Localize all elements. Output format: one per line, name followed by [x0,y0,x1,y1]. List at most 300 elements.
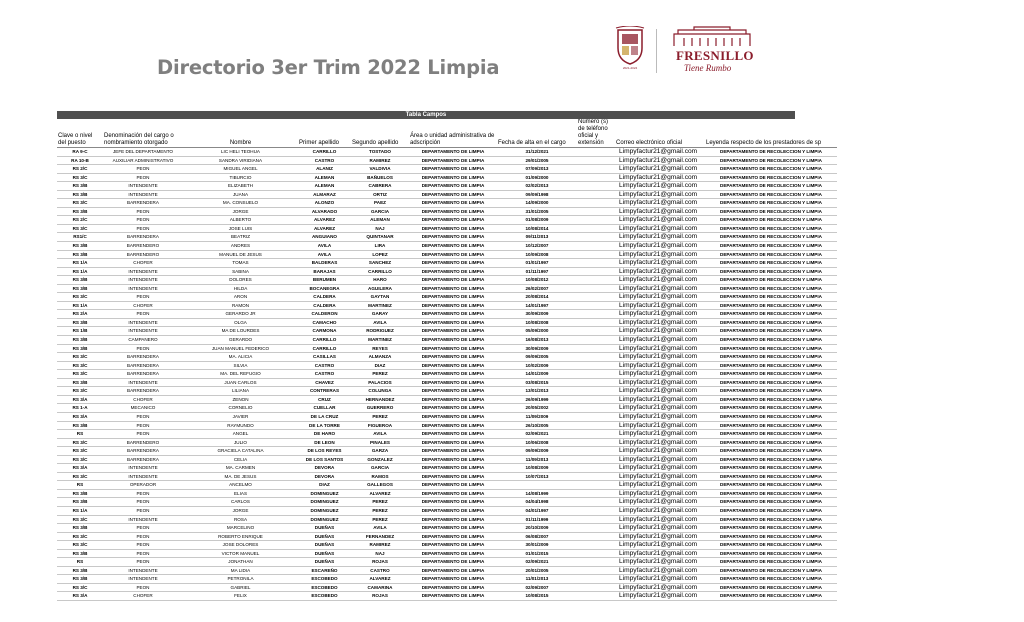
cell-denominacion: MECANICO [103,404,183,413]
header-leyenda: Leyenda respecto de los prestadores de sp [705,119,837,148]
cell-area: DEPARTAMENTO DE LIMPIA [409,583,497,592]
cell-telefono [577,558,615,567]
cell-nombre: PETRONILA [183,575,298,584]
cell-nombre: MA DE LOURDES [183,327,298,336]
cell-segundo-apellido: GUERRERO [351,404,409,413]
cell-area: DEPARTAMENTO DE LIMPIA [409,301,497,310]
cell-correo: Limpyfactur21@gmail.com [615,156,705,165]
cell-telefono [577,395,615,404]
cell-nombre: TOMAS [183,259,298,268]
cell-nombre: VICTOR MANUEL [183,549,298,558]
cell-nombre: MARCELINO [183,524,298,533]
table-row [57,242,837,251]
cell-primer-apellido: CARRILLO [298,336,351,345]
cell-primer-apellido: ALVAREZ [298,216,351,225]
cell-leyenda: DEPARTAMENTO DE RECOLECCION Y LIMPIA [705,336,837,345]
cell-segundo-apellido: CABRERA [351,182,409,191]
cell-segundo-apellido: GARZA [351,447,409,456]
cell-primer-apellido: CALDERA [298,293,351,302]
cell-fecha-alta: 30/01/2009 [497,541,577,550]
cell-primer-apellido: AVILA [298,250,351,259]
cell-correo: Limpyfactur21@gmail.com [615,165,705,174]
table-row [57,216,837,225]
cell-nombre: BEATRIZ [183,233,298,242]
cell-segundo-apellido: PEREZ [351,370,409,379]
cell-telefono [577,233,615,242]
cell-telefono [577,378,615,387]
cell-denominacion: PEON [103,532,183,541]
cell-segundo-apellido: GARCIA [351,464,409,473]
cell-clave: RS 1-A [57,404,103,413]
cell-leyenda: DEPARTAMENTO DE RECOLECCION Y LIMPIA [705,318,837,327]
cell-clave: RA 9-C [57,148,103,157]
cell-primer-apellido: AVILA [298,242,351,251]
cell-fecha-alta: 26/02/2007 [497,284,577,293]
cell-clave: RS 3/C [57,455,103,464]
header-correo: Correo electrónico oficial [615,119,705,148]
cell-correo: Limpyfactur21@gmail.com [615,515,705,524]
cell-fecha-alta: 09/11/2013 [497,233,577,242]
table-row [57,575,837,584]
table-banner: Tabla Campos [57,111,795,119]
cell-fecha-alta: 10/09/2008 [497,250,577,259]
table-row [57,199,837,208]
cell-area: DEPARTAMENTO DE LIMPIA [409,353,497,362]
cell-denominacion: BARRENDERO [103,242,183,251]
table-row [57,481,837,490]
cell-primer-apellido: CHAVEZ [298,378,351,387]
cell-primer-apellido: DIAZ [298,481,351,490]
cell-nombre: FELIX [183,592,298,601]
cell-nombre: ANGEL [183,430,298,439]
cell-nombre: ELIZABETH [183,182,298,191]
cell-leyenda: DEPARTAMENTO DE RECOLECCION Y LIMPIA [705,430,837,439]
table-row [57,412,837,421]
cell-correo: Limpyfactur21@gmail.com [615,481,705,490]
cell-leyenda: DEPARTAMENTO DE RECOLECCION Y LIMPIA [705,250,837,259]
cell-correo: Limpyfactur21@gmail.com [615,250,705,259]
cell-fecha-alta: 10/08/2015 [497,592,577,601]
cell-fecha-alta: 11/09/2009 [497,412,577,421]
cell-denominacion: BARRENDERA [103,387,183,396]
cell-correo: Limpyfactur21@gmail.com [615,378,705,387]
cell-primer-apellido: DOMINGUEZ [298,515,351,524]
header-fecha-alta: Fecha de alta en el cargo [497,119,577,148]
cell-area: DEPARTAMENTO DE LIMPIA [409,498,497,507]
cell-denominacion: JEFE DEL DEPARTAMENTO [103,148,183,157]
cell-clave: RS 1/A [57,267,103,276]
cell-denominacion: CHOFER [103,395,183,404]
cell-telefono [577,592,615,601]
cell-leyenda: DEPARTAMENTO DE RECOLECCION Y LIMPIA [705,327,837,336]
cell-primer-apellido: ESCOBEDO [298,592,351,601]
cell-nombre: CORNELIO [183,404,298,413]
cell-clave: RS 3/B [57,524,103,533]
brand-tagline: Tiene Rumbo [684,63,732,73]
cell-primer-apellido: ALEMAN [298,182,351,191]
cell-segundo-apellido: ALVAREZ [351,489,409,498]
cell-denominacion: BARRENDERA [103,361,183,370]
cell-telefono [577,336,615,345]
cell-nombre: MANUEL DE JESUS [183,250,298,259]
cell-leyenda: DEPARTAMENTO DE RECOLECCION Y LIMPIA [705,284,837,293]
cell-denominacion: CHOFER [103,592,183,601]
cell-correo: Limpyfactur21@gmail.com [615,224,705,233]
cell-primer-apellido: ESCOBEDO [298,583,351,592]
cell-denominacion: PEON [103,558,183,567]
cell-primer-apellido: DE HARO [298,430,351,439]
cell-primer-apellido: BALDERAS [298,259,351,268]
cell-denominacion: BARRENDERA [103,233,183,242]
cell-nombre: JONATHAN [183,558,298,567]
cell-segundo-apellido: AVILA [351,524,409,533]
table-row [57,344,837,353]
cell-segundo-apellido: PINALES [351,438,409,447]
cell-segundo-apellido: TOSTADO [351,148,409,157]
cell-primer-apellido: CRUZ [298,395,351,404]
cell-fecha-alta: 01/01/1997 [497,259,577,268]
cell-clave: RS 3/B [57,190,103,199]
cell-denominacion: PEON [103,506,183,515]
cell-telefono [577,284,615,293]
cell-segundo-apellido: PEREZ [351,515,409,524]
cell-denominacion: PEON [103,293,183,302]
cell-fecha-alta: 10/06/2008 [497,438,577,447]
cell-fecha-alta: 04/01/1997 [497,506,577,515]
cell-correo: Limpyfactur21@gmail.com [615,404,705,413]
cell-segundo-apellido: GARAY [351,310,409,319]
cell-clave: RS 3/C [57,387,103,396]
table-row [57,301,837,310]
cell-leyenda: DEPARTAMENTO DE RECOLECCION Y LIMPIA [705,344,837,353]
cell-nombre: MA LIDIA [183,566,298,575]
cell-area: DEPARTAMENTO DE LIMPIA [409,276,497,285]
cell-primer-apellido: ALVARADO [298,207,351,216]
cell-fecha-alta: 02/02/2013 [497,182,577,191]
cell-clave: RS 3/B [57,336,103,345]
cell-area: DEPARTAMENTO DE LIMPIA [409,438,497,447]
cell-segundo-apellido: RAMOS [351,472,409,481]
cell-segundo-apellido: RAMIREZ [351,156,409,165]
cell-primer-apellido: CASTRO [298,370,351,379]
table-row [57,566,837,575]
page-title: Directorio 3er Trim 2022 Limpia [157,56,500,79]
cell-leyenda: DEPARTAMENTO DE RECOLECCION Y LIMPIA [705,412,837,421]
cell-segundo-apellido: PAEZ [351,199,409,208]
table-body [57,148,837,601]
cell-telefono [577,250,615,259]
cell-nombre: GRACIELA CATALINA [183,447,298,456]
cell-nombre: MIGUEL ANGEL [183,165,298,174]
table-row [57,524,837,533]
cell-denominacion: INTENDENTE [103,327,183,336]
cell-fecha-alta: 20/05/2002 [497,404,577,413]
cell-nombre: JORGE [183,506,298,515]
cell-clave: RS 3/B [57,182,103,191]
cell-segundo-apellido: ALMANZA [351,353,409,362]
cell-clave: RS 3/C [57,224,103,233]
cell-telefono [577,498,615,507]
municipal-seal-logo [612,26,648,74]
cell-denominacion: PEON [103,412,183,421]
cell-fecha-alta: 10/08/2008 [497,318,577,327]
cell-area: DEPARTAMENTO DE LIMPIA [409,412,497,421]
cell-area: DEPARTAMENTO DE LIMPIA [409,430,497,439]
cell-leyenda: DEPARTAMENTO DE RECOLECCION Y LIMPIA [705,566,837,575]
cell-telefono [577,506,615,515]
cell-denominacion: PEON [103,173,183,182]
cell-correo: Limpyfactur21@gmail.com [615,430,705,439]
cell-correo: Limpyfactur21@gmail.com [615,233,705,242]
cell-denominacion: INTENDENTE [103,267,183,276]
cell-segundo-apellido: DIAZ [351,361,409,370]
cell-leyenda: DEPARTAMENTO DE RECOLECCION Y LIMPIA [705,558,837,567]
cell-primer-apellido: CONTRERAS [298,387,351,396]
cell-nombre: ELIAS [183,489,298,498]
cell-segundo-apellido: LOPEZ [351,250,409,259]
cell-correo: Limpyfactur21@gmail.com [615,575,705,584]
cell-denominacion: PEON [103,224,183,233]
cell-primer-apellido: DUEÑAS [298,541,351,550]
cell-denominacion: PEON [103,421,183,430]
cell-denominacion: PEON [103,310,183,319]
cell-leyenda: DEPARTAMENTO DE RECOLECCION Y LIMPIA [705,455,837,464]
header-telefono: Número (s) de teléfono oficial y extensión [577,119,615,148]
cell-segundo-apellido: SANCHEZ [351,259,409,268]
cell-denominacion: BARRENDERA [103,455,183,464]
cell-fecha-alta: 26/10/2005 [497,421,577,430]
cell-primer-apellido: CASILLAS [298,353,351,362]
table-row [57,293,837,302]
cell-fecha-alta: 10/02/2009 [497,361,577,370]
cell-denominacion: AUXILIAR ADMINISTRATIVO [103,156,183,165]
cell-correo: Limpyfactur21@gmail.com [615,524,705,533]
cell-nombre: OLGA [183,318,298,327]
cell-clave: RS 1/B [57,327,103,336]
cell-telefono [577,173,615,182]
cell-area: DEPARTAMENTO DE LIMPIA [409,378,497,387]
cell-clave: RS 3/C [57,438,103,447]
cell-correo: Limpyfactur21@gmail.com [615,216,705,225]
cell-nombre: MA. CONSUELO [183,199,298,208]
table-row [57,233,837,242]
cell-leyenda: DEPARTAMENTO DE RECOLECCION Y LIMPIA [705,259,837,268]
cell-correo: Limpyfactur21@gmail.com [615,310,705,319]
cell-area: DEPARTAMENTO DE LIMPIA [409,489,497,498]
table-row [57,267,837,276]
cell-denominacion: INTENDENTE [103,182,183,191]
cell-leyenda: DEPARTAMENTO DE RECOLECCION Y LIMPIA [705,370,837,379]
cell-fecha-alta: 07/09/2013 [497,165,577,174]
cell-leyenda: DEPARTAMENTO DE RECOLECCION Y LIMPIA [705,575,837,584]
cell-clave: RS 3/B [57,421,103,430]
cell-fecha-alta [497,481,577,490]
cell-telefono [577,549,615,558]
table-row [57,592,837,601]
cell-primer-apellido: ESCAREÑO [298,566,351,575]
cell-correo: Limpyfactur21@gmail.com [615,199,705,208]
cell-clave: RS 3/B [57,250,103,259]
cell-nombre: CARLOS [183,498,298,507]
cell-fecha-alta: 14/01/2009 [497,370,577,379]
cell-leyenda: DEPARTAMENTO DE RECOLECCION Y LIMPIA [705,583,837,592]
cell-clave: RS 1/A [57,301,103,310]
cell-primer-apellido: CAMACHO [298,318,351,327]
cell-fecha-alta: 26/09/1999 [497,395,577,404]
cell-fecha-alta: 09/09/2005 [497,353,577,362]
cell-area: DEPARTAMENTO DE LIMPIA [409,541,497,550]
cell-telefono [577,318,615,327]
cell-segundo-apellido: RAMIREZ [351,541,409,550]
cell-correo: Limpyfactur21@gmail.com [615,532,705,541]
table-row [57,472,837,481]
cell-area: DEPARTAMENTO DE LIMPIA [409,233,497,242]
cell-area: DEPARTAMENTO DE LIMPIA [409,532,497,541]
cell-telefono [577,267,615,276]
cell-denominacion: BARRENDERA [103,370,183,379]
cell-segundo-apellido: QUINTANAR [351,233,409,242]
cell-fecha-alta: 05/09/2000 [497,327,577,336]
cell-clave: RS 3/C [57,353,103,362]
cell-primer-apellido: DUEÑAS [298,549,351,558]
cell-clave: RS 3/C [57,173,103,182]
seal-caption: 2021-2024 [622,66,638,70]
cell-denominacion: PEON [103,524,183,533]
cell-nombre: CELIA [183,455,298,464]
cell-telefono [577,156,615,165]
cell-primer-apellido: CARRILLO [298,148,351,157]
cell-clave: RS 3/B [57,498,103,507]
cell-fecha-alta: 10/08/2009 [497,464,577,473]
directory-table [57,111,822,601]
cell-segundo-apellido: HARO [351,276,409,285]
cell-primer-apellido: DOMINGUEZ [298,489,351,498]
cell-area: DEPARTAMENTO DE LIMPIA [409,165,497,174]
cell-correo: Limpyfactur21@gmail.com [615,558,705,567]
cell-leyenda: DEPARTAMENTO DE RECOLECCION Y LIMPIA [705,515,837,524]
cell-fecha-alta: 02/09/2021 [497,558,577,567]
cell-area: DEPARTAMENTO DE LIMPIA [409,481,497,490]
cell-denominacion: BARRENDERO [103,438,183,447]
cell-telefono [577,515,615,524]
cell-denominacion: OPERADOR [103,481,183,490]
table-row [57,378,837,387]
cell-telefono [577,276,615,285]
cell-area: DEPARTAMENTO DE LIMPIA [409,344,497,353]
cell-telefono [577,165,615,174]
cell-leyenda: DEPARTAMENTO DE RECOLECCION Y LIMPIA [705,378,837,387]
logo-divider [656,29,657,73]
cell-nombre: ZENON [183,395,298,404]
cell-area: DEPARTAMENTO DE LIMPIA [409,472,497,481]
cell-clave: RS [57,430,103,439]
cell-area: DEPARTAMENTO DE LIMPIA [409,370,497,379]
cell-nombre: JUANA [183,190,298,199]
cell-segundo-apellido: BAÑUELOS [351,173,409,182]
cell-nombre: MA. DE JESUS [183,472,298,481]
cell-correo: Limpyfactur21@gmail.com [615,327,705,336]
table-row [57,430,837,439]
cell-telefono [577,532,615,541]
cell-leyenda: DEPARTAMENTO DE RECOLECCION Y LIMPIA [705,293,837,302]
cell-segundo-apellido: PEREZ [351,498,409,507]
table-row [57,327,837,336]
table-row [57,284,837,293]
cell-denominacion: PEON [103,541,183,550]
cell-nombre: JOSE DOLORES [183,541,298,550]
header-area: Área o unidad administrativa de adscripción [409,119,497,148]
cell-area: DEPARTAMENTO DE LIMPIA [409,566,497,575]
cell-denominacion: PEON [103,430,183,439]
header-denominacion: Denominación del cargo o nombramiento otorgado [103,119,183,148]
cell-fecha-alta: 20/10/2009 [497,524,577,533]
cell-clave: RS 3/B [57,276,103,285]
cell-fecha-alta: 04/04/1998 [497,498,577,507]
cell-nombre: JOSE LUIS [183,224,298,233]
cell-clave: RS 2/A [57,310,103,319]
table-row [57,532,837,541]
cell-area: DEPARTAMENTO DE LIMPIA [409,284,497,293]
cell-telefono [577,447,615,456]
cell-area: DEPARTAMENTO DE LIMPIA [409,455,497,464]
cell-segundo-apellido: GAYTAN [351,293,409,302]
table-row [57,387,837,396]
cell-denominacion: INTENDENTE [103,318,183,327]
cell-primer-apellido: ANGUIANO [298,233,351,242]
cell-leyenda: DEPARTAMENTO DE RECOLECCION Y LIMPIA [705,464,837,473]
cell-clave: RS 3/A [57,395,103,404]
table-row [57,549,837,558]
cell-correo: Limpyfactur21@gmail.com [615,301,705,310]
cell-primer-apellido: CASTRO [298,361,351,370]
cell-fecha-alta: 06/08/2007 [497,532,577,541]
cell-clave: RS 3/B [57,575,103,584]
cell-denominacion: PEON [103,216,183,225]
cell-fecha-alta: 14/01/1997 [497,301,577,310]
cell-clave: RS 3/B [57,549,103,558]
cell-area: DEPARTAMENTO DE LIMPIA [409,549,497,558]
cell-primer-apellido: CUELLAR [298,404,351,413]
cell-nombre: HILDA [183,284,298,293]
cell-leyenda: DEPARTAMENTO DE RECOLECCION Y LIMPIA [705,447,837,456]
cell-clave: RS 3/C [57,293,103,302]
cell-nombre: SABINA [183,267,298,276]
cell-fecha-alta: 13/01/2013 [497,387,577,396]
cell-correo: Limpyfactur21@gmail.com [615,361,705,370]
cell-nombre: JUAN MANUEL FEDERICO [183,344,298,353]
cell-primer-apellido: ALEMAN [298,173,351,182]
cell-leyenda: DEPARTAMENTO DE RECOLECCION Y LIMPIA [705,190,837,199]
table-row [57,438,837,447]
cell-segundo-apellido: FERNANDEZ [351,532,409,541]
cell-primer-apellido: DUEÑAS [298,532,351,541]
cell-fecha-alta: 14/09/2000 [497,199,577,208]
table-row [57,156,837,165]
cell-denominacion: BARRENDERO [103,250,183,259]
cell-primer-apellido: ESCOBEDO [298,575,351,584]
cell-segundo-apellido: REYES [351,344,409,353]
cell-denominacion: PEON [103,489,183,498]
cell-area: DEPARTAMENTO DE LIMPIA [409,156,497,165]
cell-segundo-apellido: AGUILERA [351,284,409,293]
cell-telefono [577,524,615,533]
cell-correo: Limpyfactur21@gmail.com [615,541,705,550]
cell-area: DEPARTAMENTO DE LIMPIA [409,318,497,327]
cell-leyenda: DEPARTAMENTO DE RECOLECCION Y LIMPIA [705,207,837,216]
table-header-row [57,119,837,148]
cell-nombre: LILIANA [183,387,298,396]
header-nombre: Nombre [183,119,298,148]
